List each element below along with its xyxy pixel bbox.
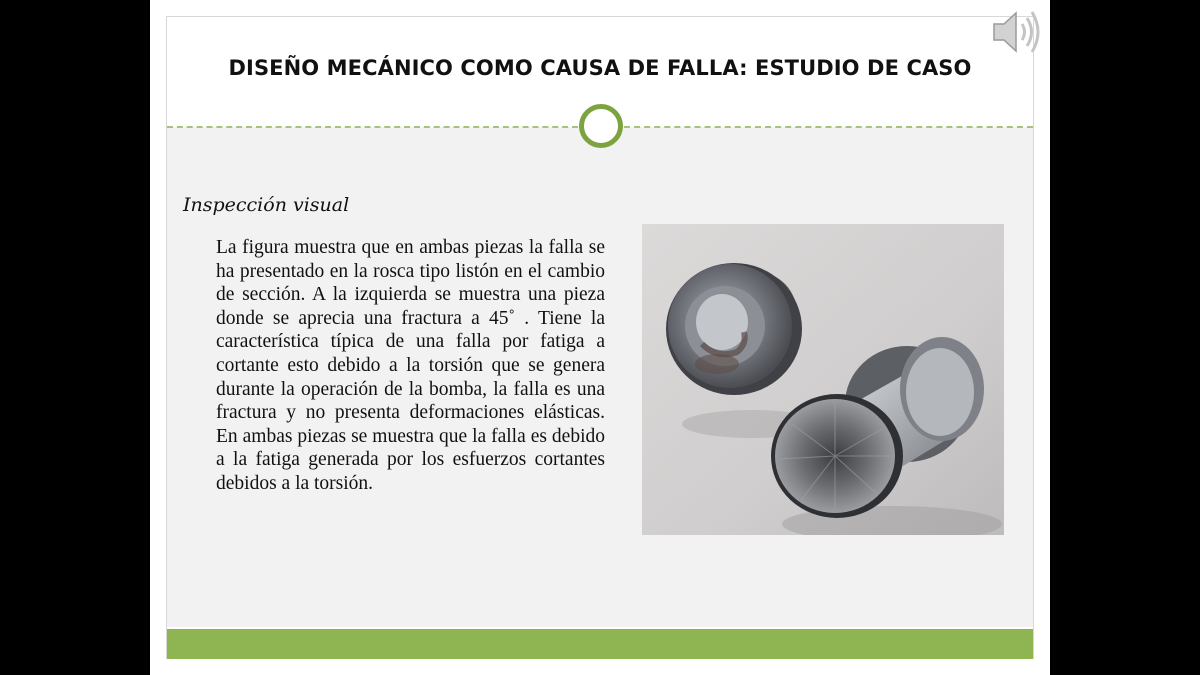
presentation-slide: [150, 0, 1050, 675]
slide-title: DISEÑO MECÁNICO COMO CAUSA DE FALLA: ESTUDIO DE CASO: [228, 56, 972, 80]
fractured-parts-photo: [642, 224, 1004, 535]
slide-subtitle: Inspección visual: [183, 194, 350, 216]
speaker-icon[interactable]: [988, 6, 1044, 58]
bottom-accent-bar: [167, 629, 1033, 659]
slide-paragraph: La figura muestra que en ambas piezas la falla se ha presentado en la rosca tipo listón en el cambio de sección. A la izquierda se muestra una pieza donde se aprecia una fractura a 45˚ . Tiene la característica típica de una falla por fatiga a cortante esto debido a la torsión que se genera durante la operación de la bomba, la falla es una fractura y no presenta deformaciones elásticas. En ambas piezas se muestra que la falla es debido a la fatiga generada por los esfuerzos cortantes debidos a la torsión.: [216, 237, 605, 494]
